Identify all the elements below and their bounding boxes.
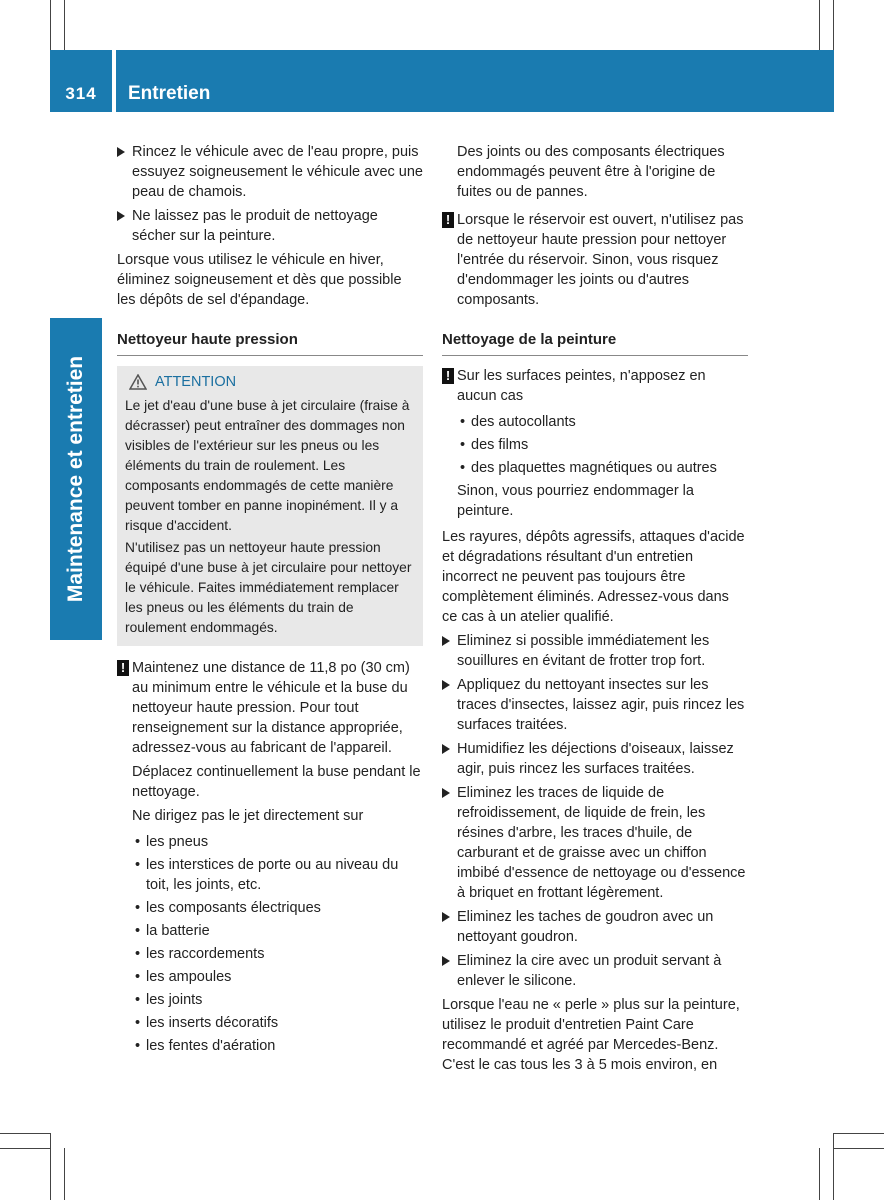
page-number: 314	[65, 84, 97, 103]
warning-header	[125, 372, 415, 392]
exclamation-icon: !	[442, 368, 454, 384]
step-text: Rincez le véhicule avec de l'eau propre, puis essuyez soigneusement le véhicule avec une peau de chamois.	[132, 144, 423, 200]
list-item: • des autocollants	[457, 412, 748, 432]
intro-text: Des joints ou des composants électriques endommagés peuvent être à l'origine de fuites ou de pannes.	[457, 144, 725, 200]
step-text: Humidifiez les déjections d'oiseaux, laissez agir, puis rincez les surfaces traitées.	[457, 741, 734, 777]
page-title: Entretien	[128, 83, 211, 104]
warning-text: N'utilisez pas un nettoyeur haute pression équipé d'une buse à jet circulaire pour nettoyer le véhicule. Faites immédiatement remplacer les pneus ou les éléments du train de roulement endommagés.	[125, 540, 412, 635]
left-column	[117, 142, 423, 1059]
step-item	[442, 951, 748, 991]
exclamation-icon: !	[442, 212, 454, 228]
arrow-icon	[442, 956, 450, 966]
winter-text: Lorsque vous utilisez le véhicule en hiver, éliminez soigneusement et dès que possible les dépôts de sel d'épandage.	[117, 252, 402, 308]
step-item	[117, 142, 423, 202]
side-tab	[50, 318, 102, 640]
crop-mark	[64, 1148, 65, 1200]
step-text: Eliminez les taches de goudron avec un nettoyant goudron.	[457, 909, 714, 945]
notice-block	[442, 210, 748, 310]
header-bar	[116, 50, 834, 112]
list-item: • des plaquettes magnétiques ou autres	[457, 458, 748, 478]
crop-mark	[64, 0, 65, 50]
notice-text: Sur les surfaces peintes, n'apposez en aucun cas	[457, 368, 706, 404]
exclamation-icon: !	[117, 660, 129, 676]
notice-block	[442, 366, 748, 521]
crop-mark	[819, 1148, 820, 1200]
side-tab-label: Maintenance et entretien	[64, 355, 87, 603]
crop-mark	[50, 0, 51, 50]
arrow-icon	[442, 912, 450, 922]
warning-text: Le jet d'eau d'une buse à jet circulaire (fraise à décrasser) peut entraîner des dommages non visibles de l'extérieur sur les pneus ou les éléments du train de roulement. Les composants endommagés de cette manière peuvent tomber en panne inopinément. Il y a risque d'accident.	[125, 398, 410, 533]
crop-mark	[833, 1133, 834, 1200]
list-item: • les joints	[132, 990, 423, 1010]
section-heading: Nettoyage de la peinture	[442, 330, 748, 356]
arrow-icon	[117, 147, 125, 157]
step-text: Eliminez les traces de liquide de refroidissement, de liquide de frein, les résines d'arbre, les traces d'huile, de carburant et de graisse avec un chiffon imbibé d'essence de nettoyage ou d'essence à briquet en frottant légèrement.	[457, 785, 746, 901]
list-item: • les raccordements	[132, 944, 423, 964]
notice-text: Sinon, vous pourriez endommager la peinture.	[457, 483, 694, 519]
list-item: • les interstices de porte ou au niveau du toit, les joints, etc.	[132, 855, 423, 895]
step-item	[442, 631, 748, 671]
paragraph: Lorsque l'eau ne « perle » plus sur la peinture, utilisez le produit d'entretien Paint Care recommandé et agréé par Mercedes-Benz. C'est le cas tous les 3 à 5 mois environ, en	[442, 997, 740, 1073]
arrow-icon	[442, 788, 450, 798]
crop-mark	[819, 0, 820, 50]
warning-box	[117, 366, 423, 646]
list-item: • des films	[457, 435, 748, 455]
step-text: Eliminez si possible immédiatement les souillures en évitant de frotter trop fort.	[457, 633, 710, 669]
crop-mark	[834, 1133, 884, 1134]
step-item	[442, 739, 748, 779]
list-item: • les composants électriques	[132, 898, 423, 918]
list-item: • les pneus	[132, 832, 423, 852]
notice-text: Maintenez une distance de 11,8 po (30 cm) au minimum entre le véhicule et la buse du nettoyeur haute pression. Pour tout renseignement sur la distance appropriée, adressez-vous au fabricant de l'appareil.	[132, 660, 410, 756]
warning-label: ATTENTION	[155, 374, 237, 390]
notice-text: Déplacez continuellement la buse pendant le nettoyage.	[132, 764, 421, 800]
crop-mark	[833, 0, 834, 50]
arrow-icon	[442, 744, 450, 754]
list-item: • les inserts décoratifs	[132, 1013, 423, 1033]
step-text: Eliminez la cire avec un produit servant à enlever le silicone.	[457, 953, 722, 989]
right-column	[442, 142, 748, 1079]
step-item	[117, 206, 423, 246]
notice-block	[117, 658, 423, 1056]
list-item: • les ampoules	[132, 967, 423, 987]
arrow-icon	[117, 211, 125, 221]
crop-mark	[50, 1133, 51, 1200]
section-heading: Nettoyeur haute pression	[117, 330, 423, 356]
crop-mark	[0, 1133, 50, 1134]
notice-text: Ne dirigez pas le jet directement sur	[132, 808, 364, 824]
step-item	[442, 907, 748, 947]
crop-mark	[0, 1148, 50, 1149]
step-item	[442, 783, 748, 903]
crop-mark	[834, 1148, 884, 1149]
step-text: Ne laissez pas le produit de nettoyage sécher sur la peinture.	[132, 208, 378, 244]
step-text: Appliquez du nettoyant insectes sur les traces d'insectes, laissez agir, puis rincez les surfaces traitées.	[457, 677, 745, 733]
warning-triangle-icon	[129, 374, 147, 390]
page-number-box	[50, 50, 112, 112]
step-item	[442, 675, 748, 735]
arrow-icon	[442, 636, 450, 646]
paragraph: Les rayures, dépôts agressifs, attaques d'acide et dégradations résultant d'un entretien incorrect ne peuvent pas toujours être complètement éliminés. Adressez-vous dans ce cas à un atelier qualifié.	[442, 529, 745, 625]
list-item: • les fentes d'aération	[132, 1036, 423, 1056]
arrow-icon	[442, 680, 450, 690]
list-item: • la batterie	[132, 921, 423, 941]
notice-text: Lorsque le réservoir est ouvert, n'utilisez pas de nettoyeur haute pression pour nettoyer l'entrée du réservoir. Sinon, vous risquez d'endommager les joints ou d'autres composants.	[457, 212, 744, 308]
